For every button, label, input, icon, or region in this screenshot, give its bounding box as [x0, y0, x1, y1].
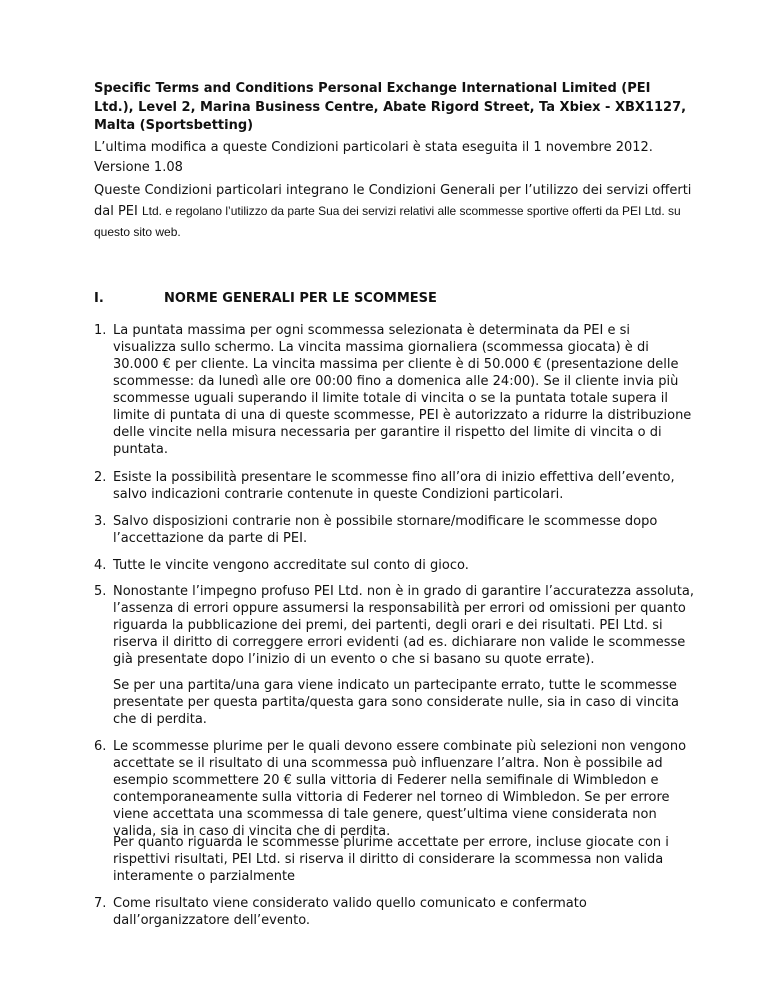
intro-paragraph: [94, 181, 694, 243]
list-item: [94, 895, 694, 929]
intro-text-part1: Queste Condizioni particolari integrano le Condizioni Generali per l’utilizzo dei servizi offerti dal PEI: [94, 183, 692, 219]
list-item-number: 3.: [94, 514, 107, 529]
list-item: [94, 557, 694, 574]
list-item: [94, 469, 694, 503]
version-label: Versione 1.08: [94, 160, 183, 175]
list-item-text: Esiste la possibilità presentare le scommesse fino all’ora di inizio effettiva dell’evento, salvo indicazioni contrarie contenute in queste Condizioni particolari.: [113, 470, 675, 502]
list-item-number: 6.: [94, 739, 107, 754]
list-item-number: 5.: [94, 584, 107, 599]
list-item-number: 1.: [94, 323, 107, 338]
list-item: [94, 583, 694, 668]
last-modified-note: L’ultima modifica a queste Condizioni particolari è stata eseguita il 1 novembre 2012.: [94, 140, 653, 155]
list-item-subparagraph: Per quanto riguarda le scommesse plurime accettate per errore, incluse giocate con i rispettivi risultati, PEI Ltd. si riserva il diritto di considerare la scommessa non valida interamente o parzialmente: [113, 835, 669, 884]
list-item-number: 2.: [94, 470, 107, 485]
list-item: [94, 322, 694, 458]
list-item-text: Come risultato viene considerato valido quello comunicato e confermato dall’organizzatore dell’evento.: [113, 896, 587, 928]
section-heading: [94, 290, 437, 308]
list-item: [94, 513, 694, 547]
list-item-number: 7.: [94, 896, 107, 911]
list-item: [94, 738, 694, 840]
section-number: I.: [94, 291, 104, 306]
list-item-text: La puntata massima per ogni scommessa selezionata è determinata da PEI e si visualizza sullo schermo. La vincita massima giornaliera (scommessa giocata) è di 30.000 € per cliente. La vincita massima per cliente è di 50.000 € (presentazione delle scommesse: da lunedì alle ore 00:00 fino a domenica alle 24:00). Se il cliente invia più scommesse uguali superando il limite totale di vincita o se la puntata totale supera il limite di puntata di una di queste scommesse, PEI è autorizzato a ridurre la distribuzione delle vincite nella misura necessaria per garantire il rispetto del limite di vincita o di puntata.: [113, 323, 692, 457]
document-title: Specific Terms and Conditions Personal Exchange International Limited (PEI Ltd.), Level 2, Marina Business Centre, Abate Rigord Street, Ta Xbiex - XBX1127, Malta (Sportsbetting): [94, 81, 687, 133]
list-item-text: Salvo disposizioni contrarie non è possibile stornare/modificare le scommesse dopo l’accettazione da parte di PEI.: [113, 514, 658, 546]
list-item-subparagraph: Se per una partita/una gara viene indicato un partecipante errato, tutte le scommesse presentate per questa partita/questa gara sono considerate nulle, sia in caso di vincita che di perdita.: [113, 678, 679, 727]
intro-text-part2: Ltd. e regolano l’utilizzo da parte Sua dei servizi relativi alle scommesse sportive offerti da PEI Ltd. su questo sito web.: [94, 204, 681, 239]
list-item-text: Le scommesse plurime per le quali devono essere combinate più selezioni non vengono accettate se il risultato di una scommessa può influenzare l’altra. Non è possibile ad esempio scommettere 20 € sulla vittoria di Federer nella semifinale di Wimbledon e contemporaneamente sulla vittoria di Federer nel torneo di Wimbledon. Se per errore viene accettata una scommessa di tale genere, quest’ultima viene considerata non valida, sia in caso di vincita che di perdita.: [113, 739, 687, 839]
list-item-number: 4.: [94, 558, 107, 573]
list-item-text: Nonostante l’impegno profuso PEI Ltd. non è in grado di garantire l’accuratezza assoluta, l’assenza di errori oppure assumersi la responsabilità per errori od omissioni per quanto riguarda la pubblicazione dei premi, dei partenti, degli orari e dei risultati. PEI Ltd. si riserva il diritto di correggere errori evidenti (ad es. dichiarare non valide le scommesse già presentate dopo l’inizio di un evento o che si basano su quote errate).: [113, 584, 694, 667]
section-title: NORME GENERALI PER LE SCOMMESE: [164, 291, 437, 306]
list-item-text: Tutte le vincite vengono accreditate sul conto di gioco.: [113, 558, 469, 573]
